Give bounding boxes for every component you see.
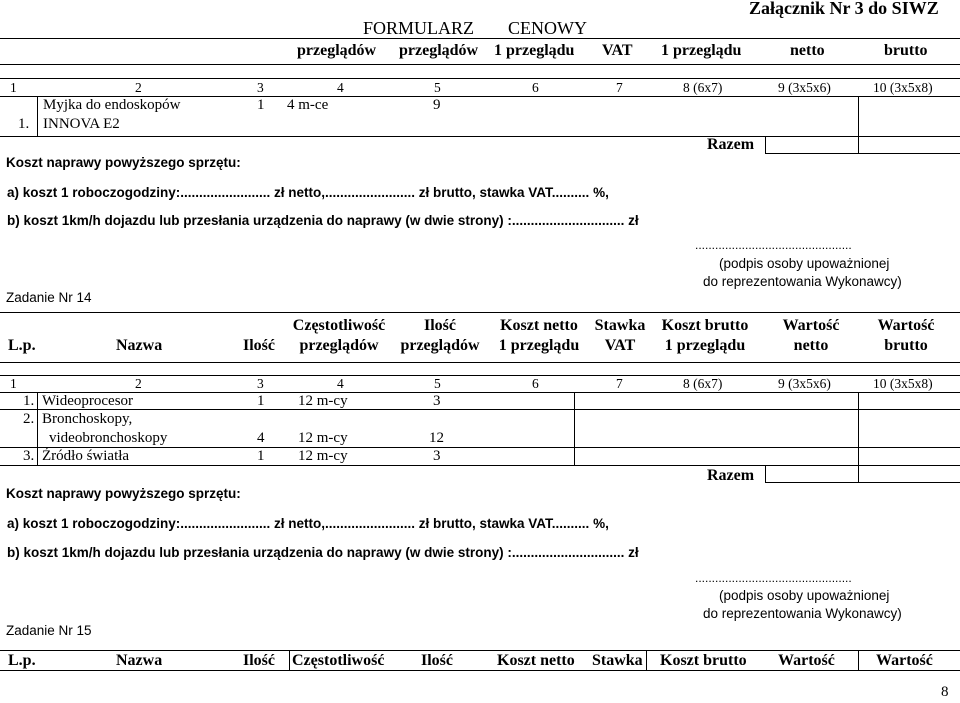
task-title: Zadanie Nr 15 (6, 623, 92, 638)
col-number: 2 (135, 376, 142, 391)
header-nazwa: Nazwa (116, 337, 163, 354)
task-table-border (0, 465, 960, 466)
task-table-border (0, 409, 960, 410)
row-name: Źródło światła (42, 448, 130, 464)
top-col-header: brutto (884, 42, 928, 59)
row-count: 3 (433, 393, 441, 409)
task-table-border (0, 362, 960, 363)
signature-dots: ............................................... (695, 571, 852, 585)
task-table-border (0, 447, 960, 448)
header-ilosc: Ilość (243, 652, 275, 669)
top-table-border (0, 38, 960, 39)
signature-caption: do reprezentowania Wykonawcy) (703, 606, 902, 621)
header-wartosc-netto: Wartość (778, 652, 835, 669)
form-title-cenowy: CENOWY (508, 18, 587, 38)
razem-label: Razem (707, 136, 755, 153)
item-name: INNOVA E2 (43, 116, 120, 132)
col-number: 1 (10, 80, 17, 95)
task-table-border (858, 392, 859, 482)
header-lp: L.p. (8, 652, 36, 669)
row-frequency: 12 m-cy (298, 448, 348, 464)
item-count: 9 (433, 97, 441, 113)
header-wartosc-netto: netto (793, 337, 829, 354)
row-name: videobronchoskopy (49, 430, 168, 446)
row-qty: 4 (257, 430, 265, 446)
col-number: 6 (532, 80, 539, 95)
header-stawka-vat: Stawka (592, 652, 643, 669)
col-number: 9 (3x5x6) (778, 80, 831, 95)
line-a: a) koszt 1 roboczogodziny:........................ zł netto,........................ zł brutto, stawka VAT.......... %, (7, 185, 609, 200)
top-table-border (858, 96, 859, 153)
task-title: Zadanie Nr 14 (6, 290, 92, 305)
col-number: 5 (434, 80, 441, 95)
header-ilosc-przegladow: Ilość (424, 317, 456, 334)
col-number: 1 (10, 376, 17, 391)
task-table-border (289, 650, 290, 670)
col-number: 7 (616, 80, 623, 95)
item-frequency: 4 m-ce (287, 97, 329, 113)
header-stawka-vat: Stawka (594, 317, 646, 334)
row-qty: 1 (257, 393, 265, 409)
task-table-border (765, 465, 766, 482)
header-czestotliwosc: Częstotliwość (292, 317, 386, 334)
col-number: 8 (6x7) (683, 376, 723, 391)
task-table-border (858, 650, 859, 670)
header-wartosc-brutto: Wartość (877, 317, 935, 334)
attachment-label: Załącznik Nr 3 do SIWZ (749, 0, 939, 18)
col-number: 3 (257, 376, 264, 391)
line-b: b) koszt 1km/h dojazdu lub przesłania urządzenia do naprawy (w dwie strony) :.............................. zł (7, 545, 639, 560)
repair-cost-heading: Koszt naprawy powyższego sprzętu: (6, 155, 241, 170)
top-table-border (0, 64, 960, 65)
header-nazwa: Nazwa (116, 652, 163, 669)
repair-cost-heading: Koszt naprawy powyższego sprzętu: (6, 486, 241, 501)
header-ilosc-przegladow: Ilość (421, 652, 453, 669)
row-count: 3 (433, 448, 441, 464)
form-title-formularz: FORMULARZ (363, 18, 475, 38)
header-ilosc-przegladow: przeglądów (400, 337, 480, 354)
row-count: 12 (429, 430, 444, 446)
header-lp: L.p. (8, 337, 36, 354)
col-number: 9 (3x5x6) (778, 376, 831, 391)
col-number: 2 (135, 80, 142, 95)
row-lp: 3. (23, 448, 35, 464)
row-lp: 2. (23, 411, 35, 427)
page-number: 8 (941, 684, 949, 700)
top-table-border (765, 136, 766, 153)
task-table-border (574, 392, 575, 465)
signature-caption: (podpis osoby upoważnionej (719, 588, 890, 603)
top-col-header: 1 przeglądu (494, 42, 575, 59)
row-lp: 1. (23, 393, 35, 409)
item-name: Myjka do endoskopów (43, 97, 181, 113)
header-wartosc-netto: Wartość (782, 317, 840, 334)
row-name: Bronchoskopy, (42, 411, 133, 427)
header-koszt-brutto: 1 przeglądu (664, 337, 746, 354)
task-table-border (646, 650, 647, 670)
header-czestotliwosc: przeglądów (299, 337, 379, 354)
header-czestotliwosc: Częstotliwość (292, 652, 385, 669)
header-ilosc: Ilość (243, 337, 275, 354)
header-koszt-netto: 1 przeglądu (498, 337, 580, 354)
task-table-border (0, 670, 960, 671)
col-number: 5 (434, 376, 441, 391)
top-table-border (0, 136, 960, 137)
col-number: 6 (532, 376, 539, 391)
top-col-header: przeglądów (399, 42, 479, 59)
item-lp: 1. (18, 116, 30, 132)
top-col-header: przeglądów (297, 42, 377, 59)
task-table-border (765, 482, 960, 483)
header-koszt-brutto: Koszt brutto (660, 652, 747, 669)
line-a: a) koszt 1 roboczogodziny:........................ zł netto,........................ zł brutto, stawka VAT.......... %, (7, 516, 609, 531)
task-table-border (0, 392, 960, 393)
row-frequency: 12 m-cy (298, 430, 348, 446)
header-koszt-netto: Koszt netto (500, 317, 578, 334)
header-wartosc-brutto: Wartość (876, 652, 933, 669)
razem-label: Razem (707, 467, 755, 484)
row-frequency: 12 m-cy (298, 393, 348, 409)
task-table-border (0, 312, 960, 313)
signature-caption: (podpis osoby upoważnionej (719, 256, 890, 271)
signature-dots: ............................................... (695, 238, 852, 252)
signature-caption: do reprezentowania Wykonawcy) (703, 274, 902, 289)
col-number: 3 (257, 80, 264, 95)
row-qty: 1 (257, 448, 265, 464)
col-number: 4 (337, 376, 344, 391)
item-qty: 1 (257, 97, 265, 113)
header-stawka-vat: VAT (604, 337, 636, 354)
top-col-header: netto (790, 42, 825, 59)
top-col-header: 1 przeglądu (661, 42, 742, 59)
task-table-border (37, 392, 38, 465)
header-koszt-netto: Koszt netto (497, 652, 575, 669)
top-col-header: VAT (602, 42, 633, 59)
col-number: 10 (3x5x8) (873, 80, 933, 95)
row-name: Wideoprocesor (42, 393, 134, 409)
header-wartosc-brutto: brutto (884, 337, 928, 354)
col-number: 10 (3x5x8) (873, 376, 933, 391)
task-table-border (0, 650, 960, 651)
col-number: 7 (616, 376, 623, 391)
col-number: 4 (337, 80, 344, 95)
top-table-border (765, 153, 960, 154)
header-koszt-brutto: Koszt brutto (661, 317, 749, 334)
col-number: 8 (6x7) (683, 80, 723, 95)
line-b: b) koszt 1km/h dojazdu lub przesłania urządzenia do naprawy (w dwie strony) :.............................. zł (7, 213, 639, 228)
top-table-border (0, 78, 960, 79)
top-table-border (37, 96, 38, 136)
